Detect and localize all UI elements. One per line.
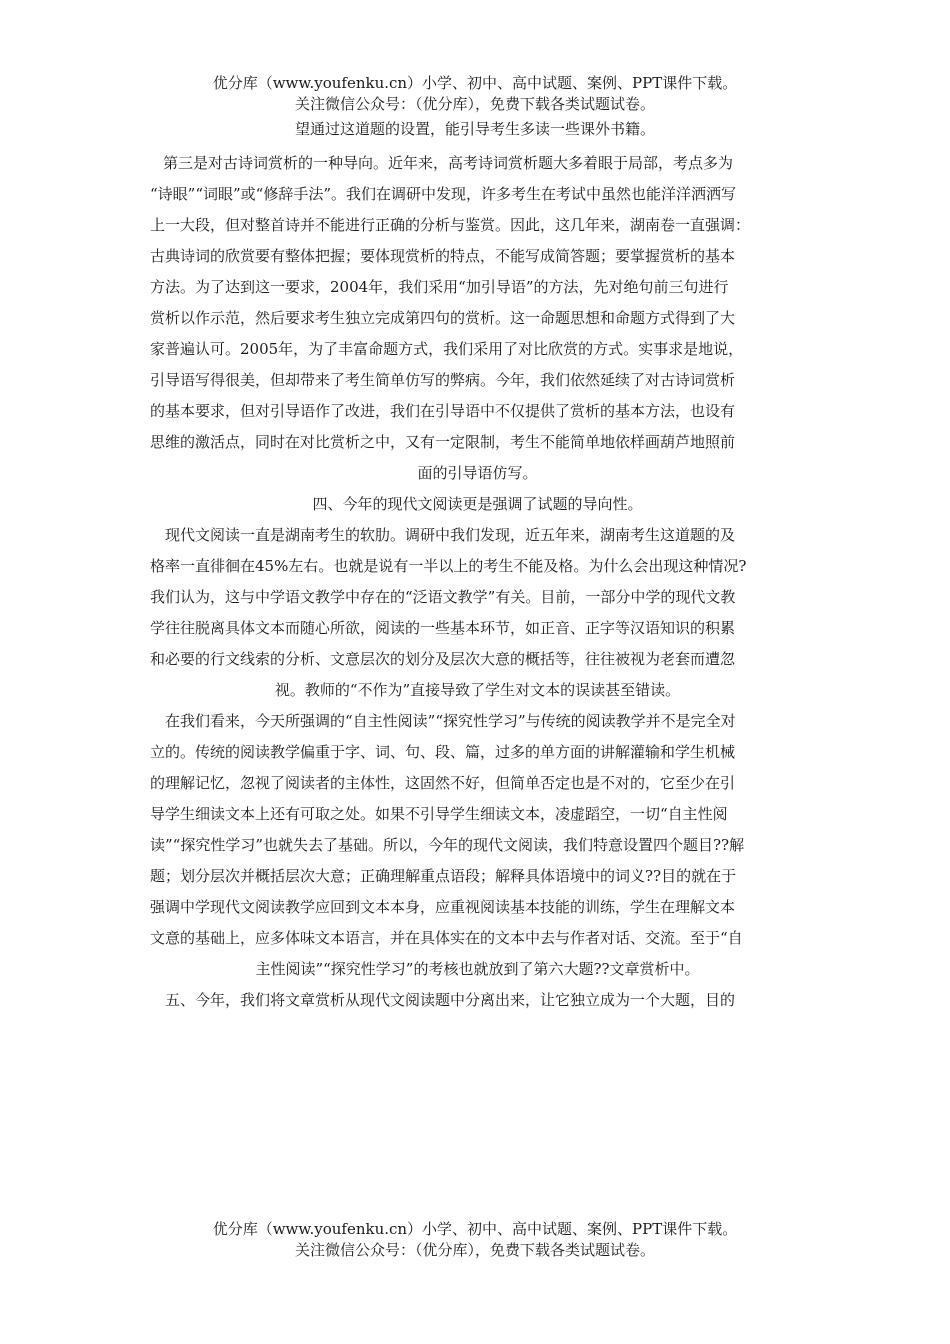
text-line: 的理解记忆，忽视了阅读者的主体性，这固然不好，但简单否定也是不对的，它至少在引: [150, 774, 736, 792]
text-line: 文意的基础上，应多体味文本语言，并在具体实在的文本中去与作者对话、交流。至于“自: [150, 929, 743, 947]
text-line: 在我们看来，今天所强调的“自主性阅读”“探究性学习”与传统的阅读教学并不是完全对: [165, 712, 736, 730]
text-line: 的基本要求，但对引导语作了改进，我们在引导语中不仅提供了赏析的基本方法，也设有: [150, 402, 736, 420]
text-line: 强调中学现代文阅读教学应回到文本本身，应重视阅读基本技能的训练，学生在理解文本: [150, 898, 736, 916]
text-line: 家普遍认可。2005年，为了丰富命题方式，我们采用了对比欣赏的方式。实事求是地说，: [150, 340, 744, 358]
text-line: 第三是对古诗词赏析的一种导向。近年来，高考诗词赏析题大多着眼于局部，考点多为: [163, 154, 734, 172]
text-line: 方法。为了达到这一要求，2004年，我们采用“加引导语”的方法，先对绝句前三句进行: [150, 278, 729, 296]
paragraph-autonomous-reading: [150, 706, 805, 985]
text-line: 现代文阅读一直是湖南考生的软肋。调研中我们发现，近五年来，湖南考生这道题的及: [165, 526, 736, 544]
text-line: 上一大段，但对整首诗并不能进行正确的分析与鉴赏。因此，这几年来，湖南卷一直强调：: [150, 216, 751, 234]
text-line: 古典诗词的欣赏要有整体把握；要体现赏析的特点，不能写成简答题；要掌握赏析的基本: [150, 247, 736, 265]
page-header: [0, 73, 950, 115]
text-line: 面的引导语仿写。: [417, 464, 538, 482]
text-line: 视。教师的“不作为”直接导致了学生对文本的误读甚至错读。: [274, 681, 681, 699]
paragraph-five: [150, 985, 805, 1016]
section-heading-four: [150, 489, 805, 520]
text-line: 题；划分层次并概括层次大意；正确理解重点语段；解释具体语境中的词义??目的就在于: [150, 867, 737, 885]
header-line-2: 关注微信公众号：（优分库），免费下载各类试题试卷。: [294, 95, 655, 113]
text-line: 赏析以作示范，然后要求考生独立完成第四句的赏析。这一命题思想和命题方式得到了大: [150, 309, 736, 327]
footer-line-1: 优分库（www.youfenku.cn）小学、初中、高中试题、案例、PPT课件下载。: [212, 1220, 738, 1238]
text-line: 五、今年，我们将文章赏析从现代文阅读题中分离出来，让它独立成为一个大题，目的: [165, 991, 736, 1009]
header-line-1: 优分库（www.youfenku.cn）小学、初中、高中试题、案例、PPT课件下载。: [212, 74, 738, 92]
text-line: 学往往脱离具体文本而随心所欲，阅读的一些基本环节，如正音、正字等汉语知识的积累: [150, 619, 736, 637]
text-line: 立的。传统的阅读教学偏重于字、词、句、段、篇，过多的单方面的讲解灌输和学生机械: [150, 743, 736, 761]
lead-line: 望通过这道题的设置，能引导考生多读一些课外书籍。: [294, 120, 655, 138]
page-footer: [0, 1219, 950, 1261]
paragraph-poetry-appreciation: [150, 148, 805, 489]
paragraph-modern-reading: [150, 520, 805, 706]
text-line: 我们认为，这与中学语文教学中存在的“泛语文教学”有关。目前，一部分中学的现代文教: [150, 588, 736, 606]
text-line: 主性阅读”“探究性学习”的考核也就放到了第六大题??文章赏析中。: [255, 960, 700, 978]
text-line: 导学生细读文本上还有可取之处。如果不引导学生细读文本，凌虚蹈空，一切“自主性阅: [150, 805, 728, 823]
section-heading: 四、今年的现代文阅读更是强调了试题的导向性。: [312, 495, 643, 513]
footer-line-2: 关注微信公众号：（优分库），免费下载各类试题试卷。: [294, 1241, 655, 1259]
text-line: “诗眼”“词眼”或“修辞手法”。我们在调研中发现，许多考生在考试中虽然也能洋洋洒洒写: [150, 185, 737, 203]
text-line: 读”“探究性学习”也就失去了基础。所以，今年的现代文阅读，我们特意设置四个题目??解: [150, 836, 745, 854]
text-line: 引导语写得很美，但却带来了考生简单仿写的弊病。今年，我们依然延续了对古诗词赏析: [150, 371, 736, 389]
text-line: 格率一直徘徊在45%左右。也就是说有一半以上的考生不能及格。为什么会出现这种情况?: [150, 557, 747, 575]
document-body: [150, 148, 805, 1016]
text-line: 思维的激活点，同时在对比赏析之中，又有一定限制，考生不能简单地依样画葫芦地照前: [150, 433, 736, 451]
text-line: 和必要的行文线索的分析、文意层次的划分及层次大意的概括等，往往被视为老套而遭忽: [150, 650, 736, 668]
